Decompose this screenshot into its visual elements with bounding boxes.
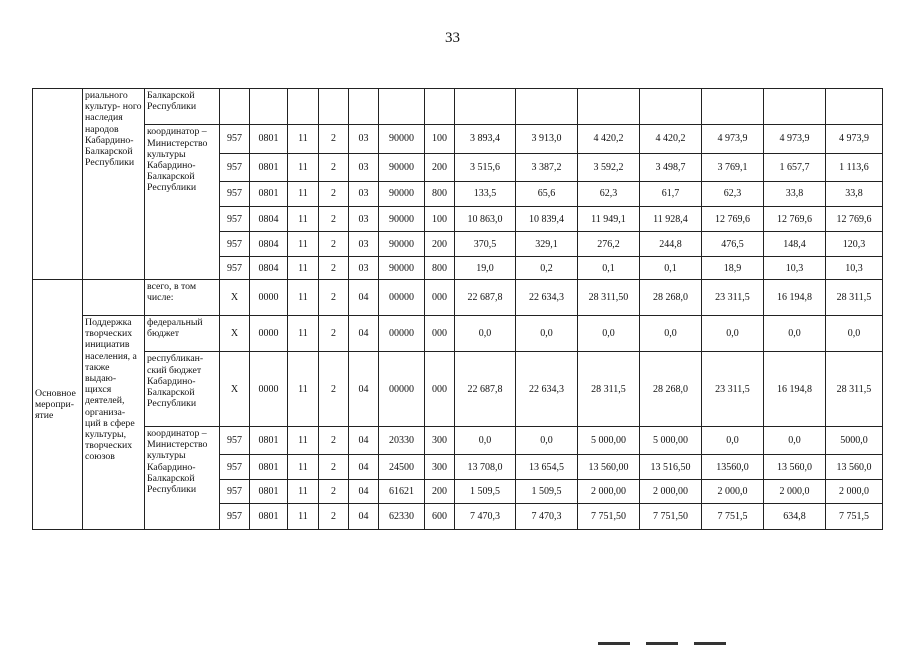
cell-value-2: 7 470,3 [516, 503, 578, 529]
cell-value-5: 3 769,1 [702, 153, 764, 181]
cell-c2: 2 [319, 427, 349, 455]
cell-csr: 90000 [379, 125, 425, 153]
cell-csr: 62330 [379, 503, 425, 529]
cell-c3: 03 [349, 125, 379, 153]
cell-c2: 2 [319, 352, 349, 427]
cell-c2: 2 [319, 153, 349, 181]
cell-value-1: 1 509,5 [455, 480, 516, 503]
cell-value-3: 276,2 [578, 232, 640, 257]
cell-code: X [220, 316, 250, 352]
cell-c1: 11 [288, 455, 319, 480]
cell-code: 957 [220, 480, 250, 503]
cell-value-2: 3 387,2 [516, 153, 578, 181]
cell-value-4: 11 928,4 [640, 207, 702, 232]
cell-value-6 [764, 89, 826, 125]
cell-csr: 90000 [379, 181, 425, 206]
cell-c2: 2 [319, 455, 349, 480]
cell-value-7: 2 000,0 [826, 480, 883, 503]
cell-value-7: 4 973,9 [826, 125, 883, 153]
cell-value-7: 10,3 [826, 257, 883, 279]
cell-c2: 2 [319, 480, 349, 503]
cell-value-6: 148,4 [764, 232, 826, 257]
cell-c2: 2 [319, 125, 349, 153]
coordinator-cell: координатор – Министерство культуры Кабардино- Балкарской Республики [145, 427, 220, 530]
cell-value-7: 28 311,5 [826, 352, 883, 427]
cell-c2: 2 [319, 316, 349, 352]
cell-value-2: 3 913,0 [516, 125, 578, 153]
cell-c1: 11 [288, 232, 319, 257]
table-row [33, 125, 883, 153]
cell-c3: 03 [349, 153, 379, 181]
cell-vr: 100 [425, 207, 455, 232]
table-row [33, 427, 883, 455]
cell-c1: 11 [288, 181, 319, 206]
cell-value-7 [826, 89, 883, 125]
cell-vr: 100 [425, 125, 455, 153]
cell-value-1: 22 687,8 [455, 279, 516, 315]
cell-value-2: 329,1 [516, 232, 578, 257]
cell-value-2: 13 654,5 [516, 455, 578, 480]
cell-c2: 2 [319, 503, 349, 529]
cell-sec: 0000 [250, 316, 288, 352]
cell-value-6: 1 657,7 [764, 153, 826, 181]
cell-c3: 04 [349, 279, 379, 315]
cell-c3: 04 [349, 455, 379, 480]
cell-value-3: 0,0 [578, 316, 640, 352]
cell-csr: 00000 [379, 279, 425, 315]
cell-c2: 2 [319, 207, 349, 232]
table-row [33, 89, 883, 125]
cell-value-2: 22 634,3 [516, 279, 578, 315]
cell-value-4 [640, 89, 702, 125]
cell-value-2: 22 634,3 [516, 352, 578, 427]
cell-value-5: 7 751,5 [702, 503, 764, 529]
cell-vr: 000 [425, 352, 455, 427]
cell-value-6: 33,8 [764, 181, 826, 206]
page-number: 33 [445, 30, 460, 46]
cell-value-3: 62,3 [578, 181, 640, 206]
cell-value-4: 13 516,50 [640, 455, 702, 480]
cell-value-1: 0,0 [455, 427, 516, 455]
cell-sec: 0804 [250, 232, 288, 257]
cell-code: 957 [220, 427, 250, 455]
cell-vr: 200 [425, 480, 455, 503]
table-row [33, 316, 883, 352]
cell-vr: 800 [425, 181, 455, 206]
status-cell-empty [33, 89, 83, 280]
cell-value-1: 19,0 [455, 257, 516, 279]
budget-source-cell: Балкарской Республики [145, 89, 220, 125]
cell-csr: 90000 [379, 257, 425, 279]
cell-c3: 03 [349, 207, 379, 232]
budget-source-cell: федеральный бюджет [145, 316, 220, 352]
cell-value-7: 120,3 [826, 232, 883, 257]
cell-vr: 000 [425, 316, 455, 352]
cell-value-6: 13 560,0 [764, 455, 826, 480]
cell-c1: 11 [288, 257, 319, 279]
cell-vr: 200 [425, 153, 455, 181]
cell-sec: 0801 [250, 153, 288, 181]
coordinator-cell: координатор – Министерство культуры Кабардино- Балкарской Республики [145, 125, 220, 279]
cell-value-1: 3 893,4 [455, 125, 516, 153]
cell-code: 957 [220, 181, 250, 206]
cell-value-1: 370,5 [455, 232, 516, 257]
cell-value-3: 7 751,50 [578, 503, 640, 529]
cell-value-1 [455, 89, 516, 125]
budget-table [32, 88, 883, 530]
cell-value-7: 5000,0 [826, 427, 883, 455]
cell-csr [379, 89, 425, 125]
cell-value-2: 0,0 [516, 427, 578, 455]
cell-code: 957 [220, 503, 250, 529]
cell-c3 [349, 89, 379, 125]
cell-c1: 11 [288, 125, 319, 153]
cell-value-7: 0,0 [826, 316, 883, 352]
cell-value-2: 1 509,5 [516, 480, 578, 503]
table-row [33, 279, 883, 315]
cell-sec: 0801 [250, 125, 288, 153]
cell-value-4: 0,1 [640, 257, 702, 279]
cell-c1: 11 [288, 480, 319, 503]
cell-c3: 04 [349, 427, 379, 455]
cell-code: 957 [220, 125, 250, 153]
cell-c1: 11 [288, 352, 319, 427]
cell-value-4: 5 000,00 [640, 427, 702, 455]
cell-c3: 04 [349, 352, 379, 427]
cell-value-1: 10 863,0 [455, 207, 516, 232]
cell-code: 957 [220, 232, 250, 257]
cell-code: 957 [220, 153, 250, 181]
table-body [33, 89, 883, 530]
cell-value-4: 2 000,00 [640, 480, 702, 503]
cell-c1 [288, 89, 319, 125]
cell-value-2: 0,0 [516, 316, 578, 352]
cell-sec: 0801 [250, 181, 288, 206]
cell-vr: 200 [425, 232, 455, 257]
cell-code: X [220, 279, 250, 315]
cell-value-5: 62,3 [702, 181, 764, 206]
cell-sec: 0801 [250, 427, 288, 455]
cell-csr: 90000 [379, 207, 425, 232]
cell-value-2 [516, 89, 578, 125]
cell-value-6: 10,3 [764, 257, 826, 279]
cell-vr [425, 89, 455, 125]
cell-value-3: 11 949,1 [578, 207, 640, 232]
cell-sec: 0801 [250, 503, 288, 529]
cell-c2 [319, 89, 349, 125]
mark-line [646, 642, 678, 645]
cell-code: X [220, 352, 250, 427]
cell-code: 957 [220, 257, 250, 279]
cell-value-1: 133,5 [455, 181, 516, 206]
cell-value-5: 23 311,5 [702, 279, 764, 315]
cell-value-5: 12 769,6 [702, 207, 764, 232]
cell-csr: 20330 [379, 427, 425, 455]
cell-c1: 11 [288, 316, 319, 352]
cell-value-6: 0,0 [764, 316, 826, 352]
cell-csr: 00000 [379, 316, 425, 352]
cell-value-4: 4 420,2 [640, 125, 702, 153]
program-name-cell: Поддержка творческих инициатив населения, а также выдаю- щихся деятелей, организа- ций в сфере культуры, творческих союзов [83, 316, 145, 530]
cell-value-3: 5 000,00 [578, 427, 640, 455]
page-bottom-marks [598, 632, 742, 650]
cell-value-4: 3 498,7 [640, 153, 702, 181]
cell-value-1: 7 470,3 [455, 503, 516, 529]
cell-value-1: 0,0 [455, 316, 516, 352]
cell-vr: 600 [425, 503, 455, 529]
cell-value-5: 4 973,9 [702, 125, 764, 153]
cell-value-7: 28 311,5 [826, 279, 883, 315]
cell-c1: 11 [288, 153, 319, 181]
cell-value-2: 10 839,4 [516, 207, 578, 232]
cell-sec: 0000 [250, 352, 288, 427]
cell-value-7: 13 560,0 [826, 455, 883, 480]
cell-value-4: 244,8 [640, 232, 702, 257]
cell-vr: 000 [425, 279, 455, 315]
cell-c2: 2 [319, 181, 349, 206]
cell-value-7: 1 113,6 [826, 153, 883, 181]
cell-value-3: 28 311,5 [578, 352, 640, 427]
cell-value-4: 61,7 [640, 181, 702, 206]
cell-value-4: 28 268,0 [640, 352, 702, 427]
cell-sec: 0000 [250, 279, 288, 315]
cell-value-5: 0,0 [702, 427, 764, 455]
cell-code: 957 [220, 207, 250, 232]
cell-value-1: 22 687,8 [455, 352, 516, 427]
cell-value-6: 16 194,8 [764, 352, 826, 427]
cell-value-4: 28 268,0 [640, 279, 702, 315]
cell-c3: 03 [349, 232, 379, 257]
cell-csr: 00000 [379, 352, 425, 427]
mark-line [598, 642, 630, 645]
cell-value-6: 16 194,8 [764, 279, 826, 315]
cell-sec [250, 89, 288, 125]
cell-value-5 [702, 89, 764, 125]
cell-value-7: 7 751,5 [826, 503, 883, 529]
cell-csr: 90000 [379, 232, 425, 257]
cell-value-5: 0,0 [702, 316, 764, 352]
cell-value-4: 7 751,50 [640, 503, 702, 529]
cell-sec: 0801 [250, 480, 288, 503]
program-name-cell-empty [83, 279, 145, 315]
cell-value-3: 0,1 [578, 257, 640, 279]
cell-value-5: 23 311,5 [702, 352, 764, 427]
cell-value-4: 0,0 [640, 316, 702, 352]
cell-value-2: 0,2 [516, 257, 578, 279]
cell-c3: 04 [349, 480, 379, 503]
cell-vr: 800 [425, 257, 455, 279]
cell-sec: 0801 [250, 455, 288, 480]
cell-value-6: 2 000,0 [764, 480, 826, 503]
budget-source-cell: всего, в том числе: [145, 279, 220, 315]
budget-source-cell: республикан- ский бюджет Кабардино- Балкарской Республики [145, 352, 220, 427]
cell-value-1: 3 515,6 [455, 153, 516, 181]
cell-c2: 2 [319, 257, 349, 279]
cell-value-1: 13 708,0 [455, 455, 516, 480]
cell-value-2: 65,6 [516, 181, 578, 206]
cell-c1: 11 [288, 427, 319, 455]
cell-value-7: 33,8 [826, 181, 883, 206]
table-row [33, 352, 883, 427]
cell-csr: 90000 [379, 153, 425, 181]
cell-c2: 2 [319, 232, 349, 257]
cell-c3: 03 [349, 257, 379, 279]
cell-value-3: 13 560,00 [578, 455, 640, 480]
program-name-cell: риального культур- ного наследия народов Кабардино- Балкарской Республики [83, 89, 145, 280]
cell-c1: 11 [288, 279, 319, 315]
cell-c2: 2 [319, 279, 349, 315]
cell-c3: 03 [349, 181, 379, 206]
mark-line [694, 642, 726, 645]
cell-code: 957 [220, 455, 250, 480]
cell-value-3: 4 420,2 [578, 125, 640, 153]
cell-value-7: 12 769,6 [826, 207, 883, 232]
status-cell: Основное меропри- ятие [33, 279, 83, 529]
cell-value-3: 2 000,00 [578, 480, 640, 503]
cell-c1: 11 [288, 503, 319, 529]
cell-value-5: 476,5 [702, 232, 764, 257]
cell-c1: 11 [288, 207, 319, 232]
cell-vr: 300 [425, 455, 455, 480]
cell-value-6: 4 973,9 [764, 125, 826, 153]
cell-csr: 61621 [379, 480, 425, 503]
cell-value-6: 0,0 [764, 427, 826, 455]
cell-c3: 04 [349, 316, 379, 352]
cell-value-5: 2 000,0 [702, 480, 764, 503]
cell-code [220, 89, 250, 125]
cell-vr: 300 [425, 427, 455, 455]
cell-sec: 0804 [250, 207, 288, 232]
cell-c3: 04 [349, 503, 379, 529]
cell-value-6: 12 769,6 [764, 207, 826, 232]
cell-sec: 0804 [250, 257, 288, 279]
cell-value-3: 28 311,50 [578, 279, 640, 315]
cell-value-3: 3 592,2 [578, 153, 640, 181]
cell-value-6: 634,8 [764, 503, 826, 529]
cell-value-3 [578, 89, 640, 125]
cell-value-5: 13560,0 [702, 455, 764, 480]
cell-value-5: 18,9 [702, 257, 764, 279]
cell-csr: 24500 [379, 455, 425, 480]
